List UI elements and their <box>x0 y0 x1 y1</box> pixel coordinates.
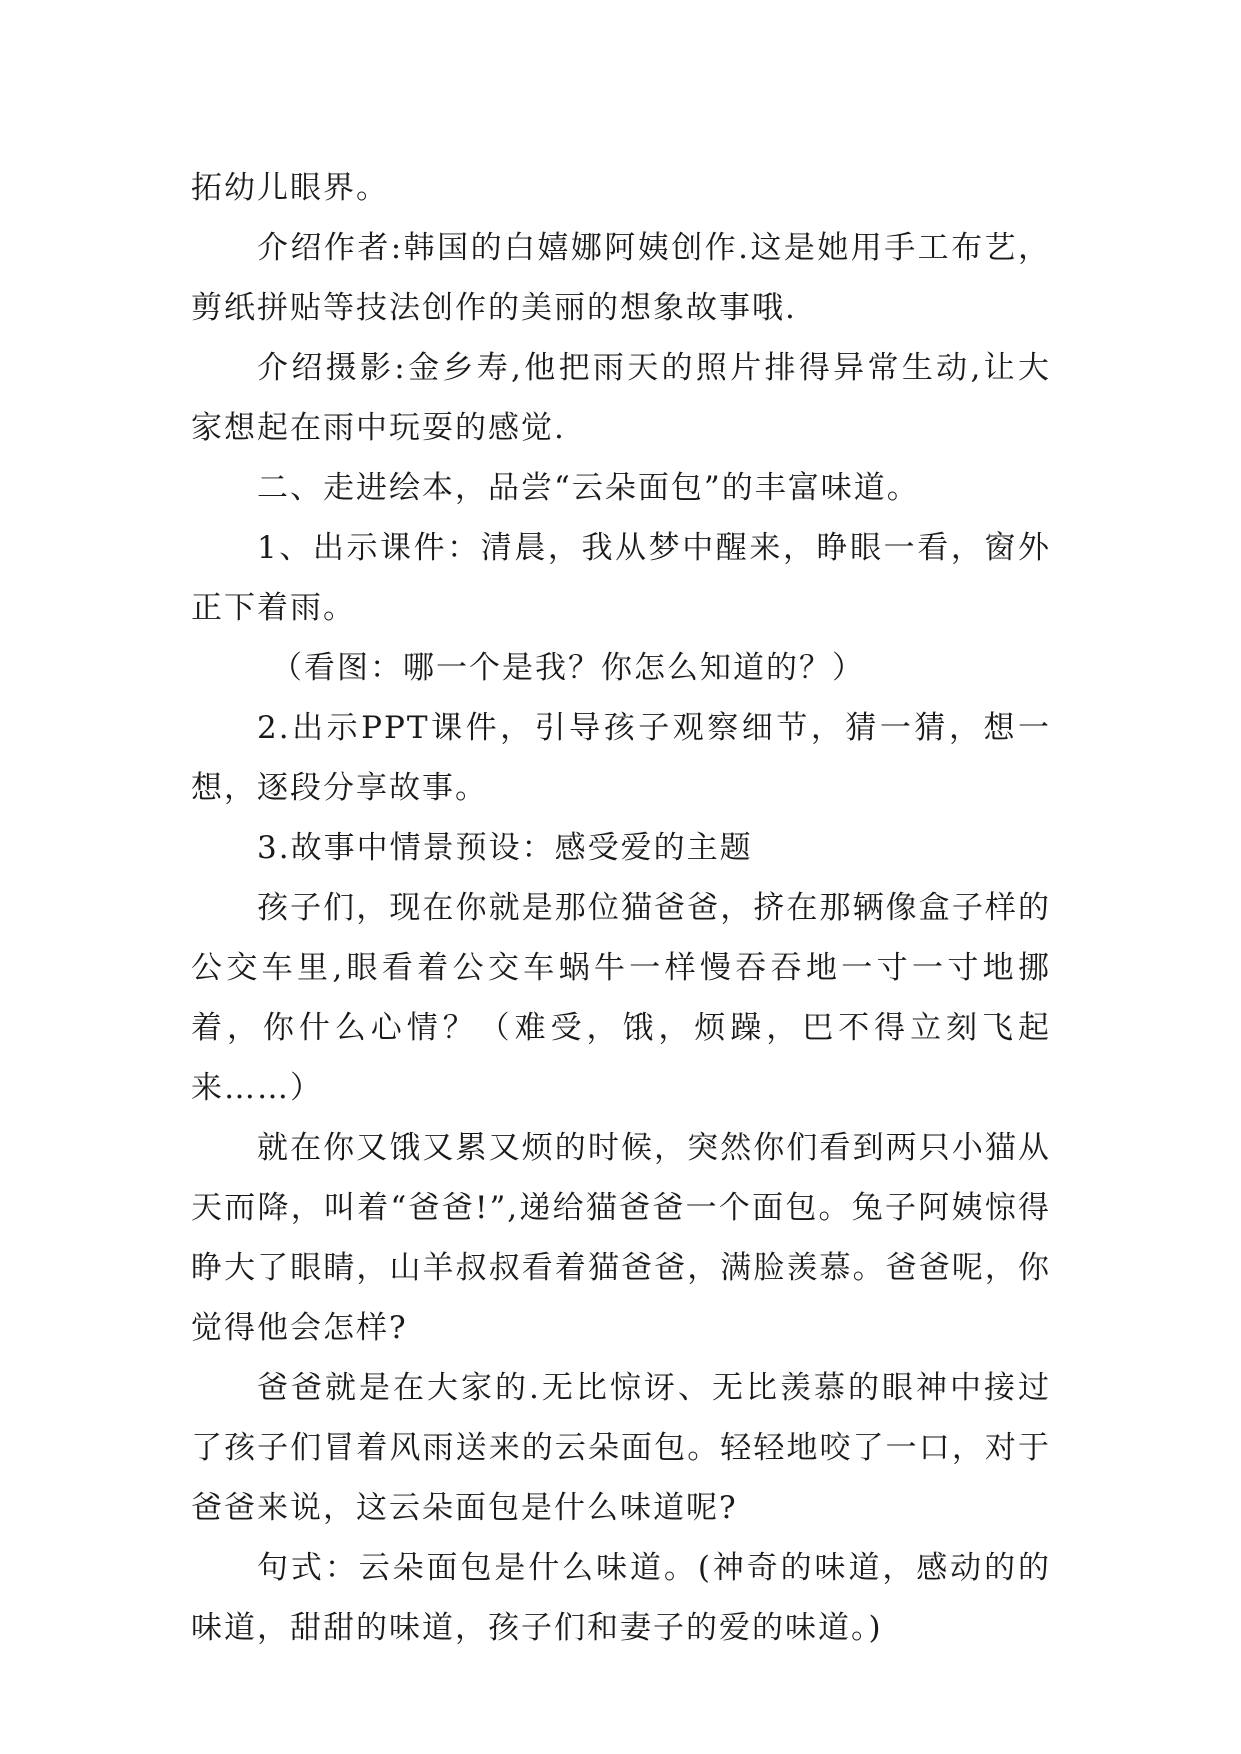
paragraph-4: 二、走进绘本，品尝“云朵面包”的丰富味道。 <box>257 470 920 506</box>
paragraph-3: 介绍摄影:金乡寿,他把雨天的照片排得异常生动,让大家想起在雨中玩耍的感觉. <box>191 350 1051 446</box>
document-body <box>191 158 1051 1658</box>
paragraph-2: 介绍作者:韩国的白嬉娜阿姨创作.这是她用手工布艺，剪纸拼贴等技法创作的美丽的想象故事哦. <box>191 230 1051 326</box>
paragraph-1: 拓幼儿眼界。 <box>191 170 389 206</box>
paragraph-7: 2.出示PPT课件，引导孩子观察细节，猜一猜，想一想，逐段分享故事。 <box>191 710 1051 806</box>
paragraph-12: 句式：云朵面包是什么味道。(神奇的味道，感动的的味道，甜甜的味道，孩子们和妻子的爱的味道。) <box>191 1550 1051 1646</box>
paragraph-5: 1、出示课件：清晨，我从梦中醒来，睁眼一看，窗外正下着雨。 <box>191 530 1051 626</box>
paragraph-10: 就在你又饿又累又烦的时候，突然你们看到两只小猫从天而降，叫着“爸爸!”,递给猫爸爸一个面包。兔子阿姨惊得睁大了眼睛，山羊叔叔看着猫爸爸，满脸羡慕。爸爸呢，你觉得他会怎样? <box>191 1130 1051 1346</box>
paragraph-6: （看图：哪一个是我？你怎么知道的？） <box>271 650 865 686</box>
paragraph-11: 爸爸就是在大家的.无比惊讶、无比羡慕的眼神中接过了孩子们冒着风雨送来的云朵面包。轻轻地咬了一口，对于爸爸来说，这云朵面包是什么味道呢? <box>191 1370 1051 1526</box>
paragraph-9: 孩子们，现在你就是那位猫爸爸，挤在那辆像盒子样的公交车里,眼看着公交车蜗牛一样慢吞吞地一寸一寸地挪着，你什么心情？（难受，饿，烦躁，巴不得立刻飞起来……） <box>191 890 1051 1106</box>
paragraph-8: 3.故事中情景预设：感受爱的主题 <box>257 830 753 866</box>
